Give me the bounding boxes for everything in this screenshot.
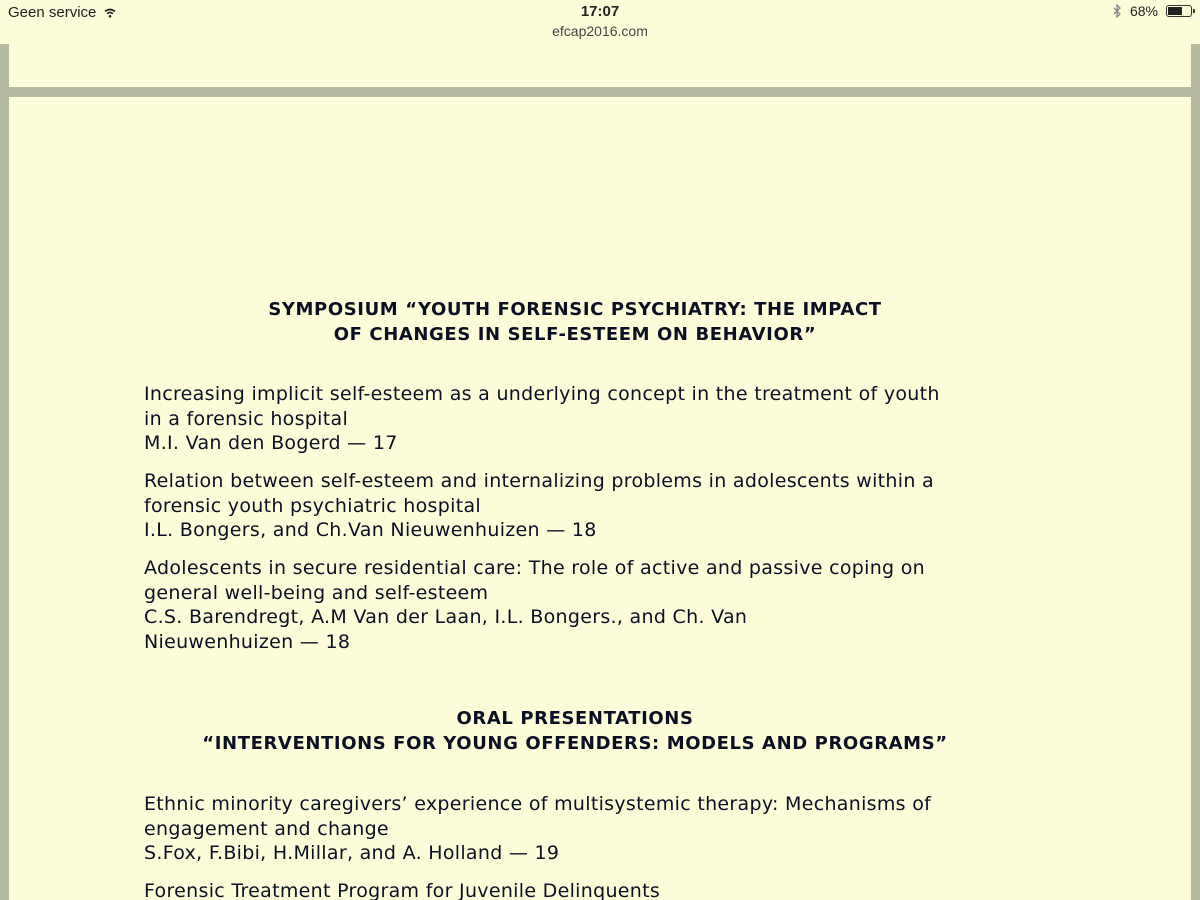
list-item — [144, 792, 1024, 866]
list-item — [144, 879, 1024, 900]
entry-authors: S.Fox, F.Bibi, H.Millar, and A. Holland — 19 — [144, 842, 560, 864]
entry-title-line: general well-being and self-esteem — [144, 581, 489, 604]
entry-title-line: Relation between self-esteem and internalizing problems in adolescents within a — [144, 470, 934, 492]
battery-level — [1168, 7, 1182, 15]
entry-authors: Nieuwenhuizen — 18 — [144, 630, 351, 653]
document-page[interactable] — [9, 97, 1191, 900]
entry-title-line: in a forensic hospital — [144, 407, 349, 430]
entry-title-line: Ethnic minority caregivers’ experience of multisystemic therapy: Mechanisms of — [144, 793, 932, 815]
entry-title-line: forensic youth psychiatric hospital — [144, 494, 481, 517]
entry-title-line: engagement and change — [144, 817, 389, 840]
list-item — [144, 469, 1024, 543]
list-item — [144, 382, 1024, 456]
entry-authors: C.S. Barendregt, A.M Van der Laan, I.L. Bongers., and Ch. Van — [144, 606, 748, 628]
entry-title-line: Forensic Treatment Program for Juvenile Delinquents — [144, 880, 661, 900]
title-line: OF CHANGES IN SELF-ESTEEM ON BEHAVIOR” — [333, 324, 817, 345]
entry-title-line: Adolescents in secure residential care: The role of active and passive coping on — [144, 557, 926, 579]
symposium-title — [9, 297, 1141, 347]
title-line: SYMPOSIUM “YOUTH FORENSIC PSYCHIATRY: THE IMPACT — [268, 299, 882, 320]
battery-icon — [1166, 5, 1192, 17]
previous-page-panel — [9, 44, 1191, 87]
title-line: “INTERVENTIONS FOR YOUNG OFFENDERS: MODELS AND PROGRAMS” — [202, 733, 948, 754]
clock: 17:07 — [580, 3, 620, 20]
bluetooth-icon — [1113, 4, 1122, 18]
status-bar — [0, 0, 1200, 45]
battery-percentage: 68% — [1129, 3, 1158, 19]
carrier-label: Geen service — [8, 4, 97, 21]
entry-authors: I.L. Bongers, and Ch.Van Nieuwenhuizen — 18 — [144, 519, 597, 541]
page-frame-right — [1191, 44, 1200, 900]
entry-authors: M.I. Van den Bogerd — 17 — [144, 432, 398, 454]
status-indicators — [1113, 3, 1192, 19]
entry-title-line: Increasing implicit self-esteem as a underlying concept in the treatment of youth — [144, 383, 940, 405]
page-frame-left — [0, 44, 9, 900]
address-bar[interactable]: efcap2016.com — [552, 23, 648, 39]
title-line: ORAL PRESENTATIONS — [456, 708, 694, 729]
oral-presentations-title — [9, 706, 1141, 756]
page-divider — [0, 87, 1200, 97]
list-item — [144, 556, 1024, 654]
